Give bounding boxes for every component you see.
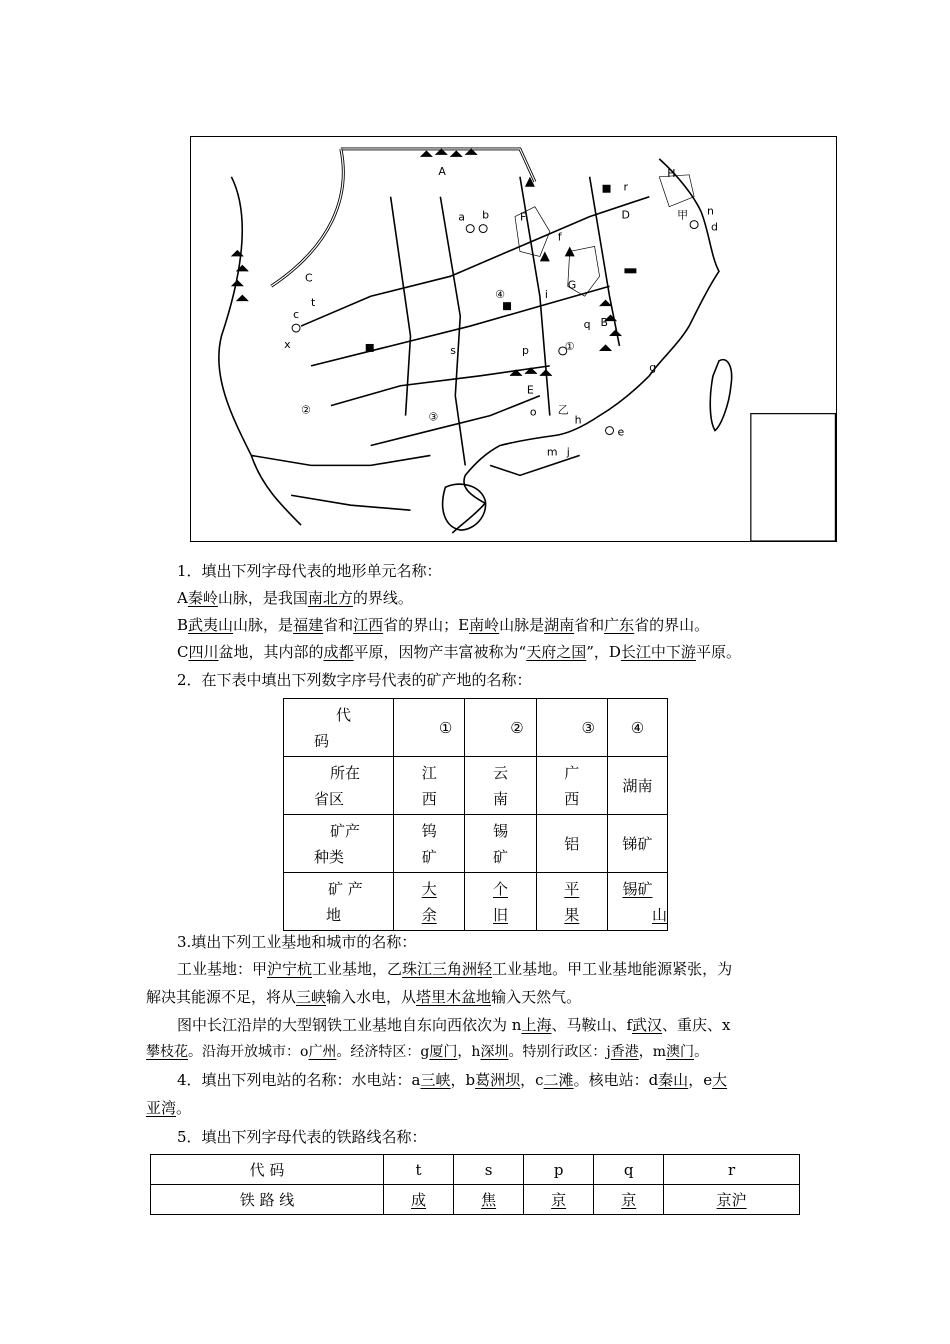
q3-title: 3.填出下列工业基地和城市的名称： — [177, 933, 417, 951]
answer: 果 — [564, 905, 580, 924]
header-cell: 代 码 — [151, 1155, 384, 1185]
text: 输入水电，从 — [326, 988, 417, 1006]
map-label-B: B — [600, 316, 609, 330]
prov-cell: 湖南 — [607, 757, 667, 815]
site-cell — [465, 873, 536, 931]
text: 省的界山。 — [634, 616, 710, 634]
text: 工业基地：甲 — [177, 960, 268, 978]
answer: 亚湾 — [146, 1099, 177, 1117]
map-label-jia: 甲 — [677, 208, 689, 222]
header-cell — [284, 757, 394, 815]
cell-text: 锡 — [492, 821, 508, 840]
map-label-G: G — [567, 278, 577, 292]
cell-text: 地 — [326, 905, 342, 924]
cell-text: 江 — [421, 763, 437, 782]
answer: 锡矿 — [622, 879, 653, 898]
text: ，m — [638, 1044, 667, 1060]
table-row — [151, 1155, 800, 1185]
cell-text: 西 — [564, 789, 580, 808]
map-label-F: F — [519, 210, 527, 224]
kind-cell: 锑矿 — [607, 815, 667, 873]
cell-text: 矿产 — [330, 821, 361, 840]
answer: 个 — [492, 879, 508, 898]
text: 解决其能源不足，将从 — [146, 988, 297, 1006]
map-label-num2: ② — [301, 403, 311, 417]
railway-table — [150, 1154, 800, 1215]
kind-cell: 铝 — [536, 815, 607, 873]
cell-text: 代 — [336, 705, 352, 724]
text: 、重庆、x — [662, 1016, 731, 1034]
map-label-C: C — [305, 271, 313, 285]
text: 工业基地。甲工业基地能源紧张，为 — [492, 960, 733, 978]
answer: 沪宁杭 — [267, 960, 313, 978]
map-label-g: g — [649, 360, 657, 374]
map-label-e: e — [617, 425, 625, 439]
q1-line-a — [177, 586, 413, 610]
text: ，c — [520, 1071, 544, 1089]
map-label-H: H — [667, 166, 676, 180]
cell-text: 钨 — [421, 821, 437, 840]
map-label-yi: 乙 — [557, 403, 569, 417]
answer: 京 — [551, 1191, 567, 1209]
answer: 攀枝花 — [146, 1044, 188, 1060]
q3-line-3 — [177, 1013, 731, 1037]
answer: 平 — [564, 879, 580, 898]
text: 输入天然气。 — [491, 988, 582, 1006]
map-label-D: D — [621, 208, 630, 222]
text: 。特别行政区：j — [508, 1044, 611, 1060]
cell-text: 西 — [421, 789, 437, 808]
prov-cell — [465, 757, 536, 815]
map-label-num1: ① — [564, 339, 575, 353]
map-label-t: t — [311, 296, 316, 310]
answer: 焦 — [481, 1191, 497, 1209]
q1-line-c — [177, 640, 741, 664]
answer: 葛洲坝 — [475, 1071, 521, 1089]
q4-line-1 — [177, 1068, 727, 1092]
q2-title: 2．在下表中填出下列数字序号代表的矿产地的名称： — [177, 671, 532, 689]
mine-table — [283, 698, 668, 931]
text: 。经济特区：g — [336, 1044, 430, 1060]
map-label-f: f — [557, 230, 562, 244]
answer: 长江中下游 — [620, 643, 696, 661]
answer: 成 — [411, 1191, 427, 1209]
text: 平原，因物产丰富被称为“ — [353, 643, 527, 661]
line-cell — [384, 1185, 454, 1215]
header-cell — [284, 873, 394, 931]
answer: 湖南 — [544, 616, 575, 634]
answer: 大 — [712, 1071, 728, 1089]
map-label-b: b — [482, 208, 490, 222]
map-drawing — [191, 137, 836, 541]
answer: 深圳 — [480, 1044, 509, 1060]
map-label-d: d — [711, 220, 718, 234]
map-label-r: r — [623, 180, 628, 194]
text: B — [177, 616, 189, 634]
answer: 南岭 — [469, 616, 500, 634]
text: 盆地，其内部的 — [218, 643, 324, 661]
line-cell — [664, 1185, 800, 1215]
line-cell — [594, 1185, 664, 1215]
code-cell: s — [454, 1155, 524, 1185]
south-sea-inset — [751, 414, 836, 541]
answer: 成都 — [323, 643, 354, 661]
q1-line-b — [177, 613, 709, 637]
answer: 四川 — [188, 643, 219, 661]
cell-text: 广 — [564, 763, 580, 782]
q5-title: 5．填出下列字母代表的铁路线名称： — [177, 1128, 427, 1146]
text: 图中长江沿岸的大型钢铁工业基地自东向西依次为 n — [177, 1016, 522, 1034]
answer: 武夷山 — [188, 616, 234, 634]
code-cell: p — [524, 1155, 594, 1185]
map-label-a: a — [458, 210, 465, 224]
text: 省和 — [574, 616, 605, 634]
answer: 江西 — [353, 616, 384, 634]
answer: 秦岭 — [187, 589, 218, 607]
table-row — [151, 1185, 800, 1215]
code-cell: ④ — [607, 699, 667, 757]
taiwan-island — [710, 360, 731, 431]
text: 。 — [694, 1044, 709, 1060]
map-label-i: i — [544, 288, 548, 302]
map-label-n: n — [707, 204, 714, 218]
map-label-q: q — [583, 318, 591, 332]
text: 。沿海开放城市：o — [188, 1044, 309, 1060]
answer: 南北方 — [307, 589, 353, 607]
cell-text: 种类 — [314, 847, 345, 866]
map-label-A: A — [438, 164, 446, 178]
cell-text: 码 — [314, 731, 330, 750]
map-label-c: c — [293, 308, 300, 322]
answer: 珠江三角洲轻 — [402, 960, 493, 978]
answer: 香港 — [610, 1044, 639, 1060]
text: 省的界山；E — [383, 616, 470, 634]
table-row — [284, 873, 668, 931]
map-label-p: p — [521, 343, 529, 357]
site-cell — [607, 873, 667, 931]
text: ”，D — [586, 643, 621, 661]
answer: 京沪 — [716, 1191, 747, 1209]
site-cell — [536, 873, 607, 931]
answer: 秦山 — [658, 1071, 689, 1089]
text: 。核电站：d — [573, 1071, 659, 1089]
prov-cell — [536, 757, 607, 815]
answer: 山 — [651, 905, 667, 924]
map-label-h: h — [574, 413, 582, 427]
cell-text: 矿 产 — [328, 879, 363, 898]
prov-cell — [394, 757, 465, 815]
table-row — [284, 815, 668, 873]
answer: 大 — [421, 879, 437, 898]
header-cell: 铁 路 线 — [151, 1185, 384, 1215]
q1-title: 1．填出下列字母代表的地形单元名称： — [177, 562, 442, 580]
map-label-s: s — [450, 343, 457, 357]
text: 平原。 — [695, 643, 741, 661]
kind-cell — [465, 815, 536, 873]
answer: 三峡 — [296, 988, 327, 1006]
cell-text: 省区 — [314, 789, 345, 808]
text: 工业基地，乙 — [312, 960, 403, 978]
text: 省和 — [323, 616, 354, 634]
answer: 天府之国 — [526, 643, 587, 661]
line-cell — [524, 1185, 594, 1215]
q3-line-2 — [146, 985, 581, 1009]
map-label-num4: ④ — [495, 288, 505, 302]
text: ，h — [457, 1044, 481, 1060]
line-cell — [454, 1185, 524, 1215]
text: 山脉，是 — [233, 616, 294, 634]
map-label-m: m — [546, 445, 558, 459]
cell-text: 云 — [492, 763, 508, 782]
map-label-j: j — [566, 445, 570, 459]
answer: 广东 — [604, 616, 635, 634]
answer: 旧 — [492, 905, 508, 924]
text: ，b — [450, 1071, 476, 1089]
answer: 塔里木盆地 — [416, 988, 492, 1006]
map-label-E: E — [526, 383, 534, 397]
text: 山脉是 — [499, 616, 545, 634]
cell-text: 所在 — [330, 763, 361, 782]
china-south-map — [190, 136, 837, 542]
q3-line-1 — [177, 957, 732, 981]
answer: 京 — [621, 1191, 637, 1209]
answer: 厦门 — [429, 1044, 458, 1060]
map-label-num3: ③ — [428, 410, 439, 424]
table-row — [284, 757, 668, 815]
code-cell: r — [664, 1155, 800, 1185]
map-label-o: o — [529, 405, 537, 419]
cell-text: 南 — [492, 789, 508, 808]
answer: 广州 — [308, 1044, 337, 1060]
header-cell — [284, 815, 394, 873]
code-cell: ② — [465, 699, 536, 757]
text: 4．填出下列电站的名称：水电站：a — [177, 1071, 421, 1089]
q4-line-2 — [146, 1096, 191, 1120]
kind-cell — [394, 815, 465, 873]
text: 的界线。 — [352, 589, 413, 607]
answer: 福建 — [293, 616, 324, 634]
code-cell: ③ — [536, 699, 607, 757]
text: C — [177, 643, 189, 661]
answer: 二滩 — [543, 1071, 574, 1089]
answer: 上海 — [521, 1016, 552, 1034]
cell-text: 矿 — [492, 847, 508, 866]
text: 、马鞍山、f — [551, 1016, 633, 1034]
text: ，e — [688, 1071, 713, 1089]
answer: 武汉 — [632, 1016, 663, 1034]
q3-line-4 — [146, 1040, 708, 1064]
text: 山脉，是我国 — [217, 589, 308, 607]
code-cell: ① — [394, 699, 465, 757]
site-cell — [394, 873, 465, 931]
header-cell — [284, 699, 394, 757]
answer: 余 — [421, 905, 437, 924]
cell-text: 矿 — [421, 847, 437, 866]
map-label-x: x — [284, 337, 291, 351]
table-row — [284, 699, 668, 757]
answer: 澳门 — [666, 1044, 695, 1060]
text: A — [177, 589, 188, 607]
code-cell: t — [384, 1155, 454, 1185]
text: 。 — [176, 1099, 192, 1117]
answer: 三峡 — [420, 1071, 451, 1089]
code-cell: q — [594, 1155, 664, 1185]
